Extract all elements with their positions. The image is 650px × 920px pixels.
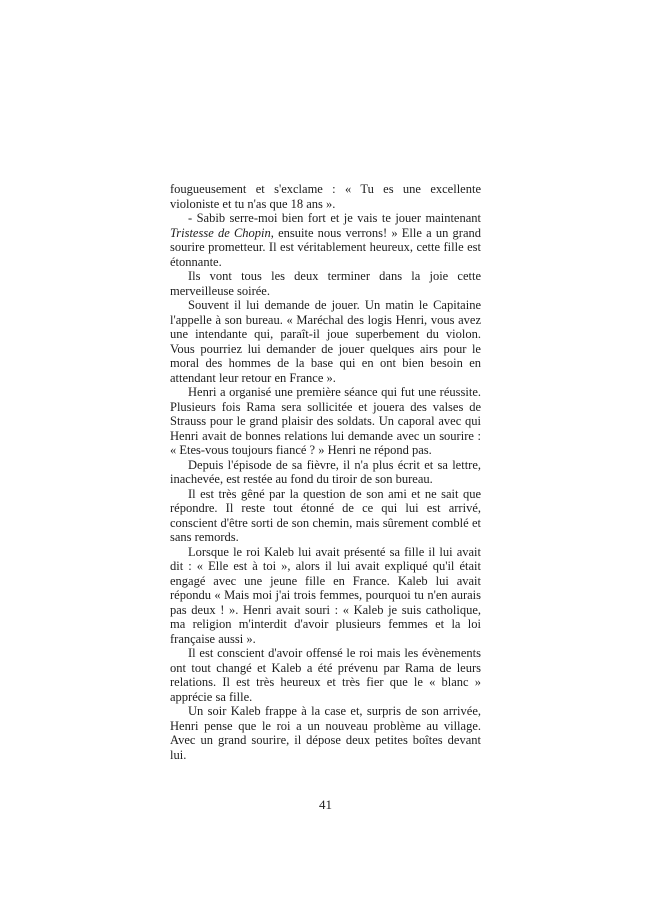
paragraph xyxy=(170,269,481,298)
paragraph xyxy=(170,545,481,647)
text-run: Un soir Kaleb frappe à la case et, surpris de son arrivée, Henri pense que le roi a un nouveau problème au village. Avec un grand sourire, il dépose deux petites boîtes devant lui. xyxy=(170,704,481,762)
paragraph xyxy=(170,704,481,762)
page-text xyxy=(170,182,481,762)
text-run: Lorsque le roi Kaleb lui avait présenté sa fille il lui avait dit : « Elle est à toi », alors il lui avait expliqué qu'il était engagé avec une jeune fille en France. Kaleb lui avait répondu « Mais moi j'ai trois femmes, pourquoi tu n'en aurais pas deux ! ». Henri avait souri : « Kaleb je suis catholique, ma religion m'interdit d'avoir plusieurs femmes et la loi française aussi ». xyxy=(170,544,481,646)
text-run: Depuis l'épisode de sa fièvre, il n'a plus écrit et sa lettre, inachevée, est restée au fond du tiroir de son bureau. xyxy=(170,457,481,486)
paragraph xyxy=(170,298,481,385)
italic-text-run: Tristesse de Chopin xyxy=(170,225,271,240)
paragraph xyxy=(170,182,481,211)
text-run: - Sabib serre-moi bien fort et je vais te jouer maintenant xyxy=(188,211,481,225)
paragraph xyxy=(170,646,481,704)
text-run: , ensuite nous verrons! » Elle a un grand sourire prometteur. Il est véritablement heureux, cette fille est étonnante. xyxy=(170,225,482,269)
text-run: Il est conscient d'avoir offensé le roi mais les évènements ont tout changé et Kaleb a été prévenu par Rama de leurs relations. Il est très heureux et très fier que le « blanc » apprécie sa fille. xyxy=(170,646,481,704)
paragraph xyxy=(170,385,481,458)
paragraph xyxy=(170,487,481,545)
text-run: Il est très gêné par la question de son ami et ne sait que répondre. Il reste tout étonné de ce qui lui est arrivé, conscient d'être sorti de son chemin, mais sûrement comblé et sans remords. xyxy=(170,486,481,544)
text-run: Souvent il lui demande de jouer. Un matin le Capitaine l'appelle à son bureau. « Maréchal des logis Henri, vous avez une intendante qui, paraît-il joue superbement du violon. Vous pourriez lui demander de jouer quelques airs pour le moral des hommes de la base qui en ont bien besoin en attendant leur retour en France ». xyxy=(170,298,481,385)
text-run: Ils vont tous les deux terminer dans la joie cette merveilleuse soirée. xyxy=(170,269,481,298)
paragraph xyxy=(170,458,481,487)
text-run: fougueusement et s'exclame : « Tu es une excellente violoniste et tu n'as que 18 ans ». xyxy=(170,182,481,211)
paragraph xyxy=(170,211,481,269)
page-number: 41 xyxy=(319,797,332,812)
text-run: Henri a organisé une première séance qui fut une réussite. Plusieurs fois Rama sera sollicitée et jouera des valses de Strauss pour le grand plaisir des soldats. Un caporal avec qui Henri avait de bonnes relations lui demande avec un sourire : « Etes-vous toujours fiancé ? » Henri ne répond pas. xyxy=(170,385,481,457)
